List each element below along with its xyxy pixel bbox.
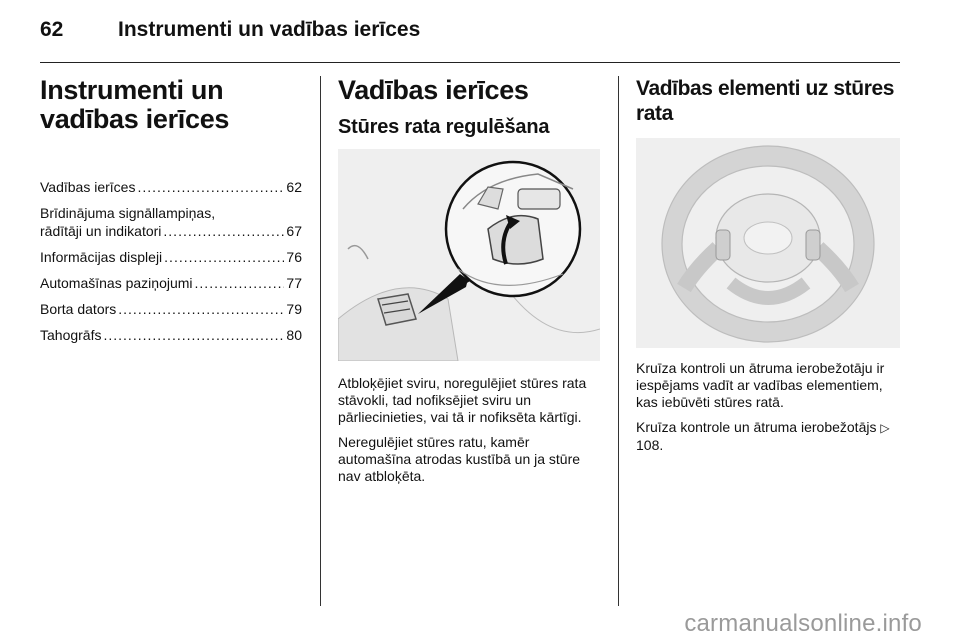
steering-wheel-illustration (636, 138, 900, 348)
toc-leader-dots (137, 178, 284, 196)
chapter-title-line1: Instrumenti un (40, 75, 224, 105)
toc-leader-dots (195, 274, 285, 292)
toc-leader-dots (164, 248, 284, 266)
page-number: 62 (40, 18, 64, 41)
right-column (636, 76, 900, 462)
toc-entry-label: rādītāji un indikatori (40, 223, 162, 239)
left-column (40, 76, 302, 352)
cruise-control-reference-text: Kruīza kontrole un ātruma ierobežotājs (636, 419, 877, 435)
toc-entry-vehicle-messages[interactable] (40, 274, 302, 292)
toc-entry-warning-lights[interactable] (40, 204, 302, 240)
chapter-title-line2: vadības ierīces (40, 104, 230, 134)
toc-entry-label: Brīdinājuma signāllampiņas, (40, 205, 216, 221)
column-divider-left (320, 76, 321, 606)
toc-entry-label: Vadības ierīces (40, 179, 136, 195)
toc-entry-trip-computer[interactable] (40, 300, 302, 318)
page-reference-arrow-icon: ▷ (880, 421, 890, 435)
toc-entry-label: Automašīnas paziņojumi (40, 275, 193, 291)
toc-entry-page: 79 (286, 301, 302, 317)
steering-instruction-paragraph: Atbloķējiet sviru, noregulējiet stūres rata stāvokli, tad nofiksējiet sviru un pārliecinieties, vai tā ir nofiksēta kārtīgi. (338, 375, 587, 425)
toc-entry-label: Tahogrāfs (40, 327, 102, 343)
table-of-contents (40, 178, 302, 344)
steering-adjustment-illustration (338, 149, 600, 361)
toc-leader-dots (118, 300, 284, 318)
toc-leader-dots (103, 326, 284, 344)
toc-entry-controls[interactable] (40, 178, 302, 196)
toc-entry-page: 80 (286, 327, 302, 343)
toc-entry-page: 77 (286, 275, 302, 291)
cruise-control-reference (636, 419, 900, 454)
toc-leader-dots (163, 222, 284, 240)
watermark: carmanualsonline.info (684, 610, 922, 637)
section-title-wheel-controls: Vadības elementi uz stūres rata (636, 77, 895, 125)
section-title: Vadības ierīces (338, 75, 529, 105)
toc-entry-page: 62 (286, 179, 302, 195)
toc-entry-label: Borta dators (40, 301, 117, 317)
cruise-control-reference-page[interactable]: 108. (636, 437, 664, 453)
chapter-title (40, 76, 302, 134)
wheel-controls-paragraph: Kruīza kontroli un ātruma ierobežotāju ir iespējams vadīt ar vadības elementiem, kas iebūvēti stūres ratā. (636, 360, 885, 410)
toc-entry-info-displays[interactable] (40, 248, 302, 266)
header-divider (40, 62, 900, 63)
steering-warning-paragraph: Neregulējiet stūres ratu, kamēr automašīna atrodas kustībā un ja stūre nav atbloķēta. (338, 434, 581, 484)
toc-entry-tachograph[interactable] (40, 326, 302, 344)
toc-entry-page: 67 (286, 223, 302, 239)
subsection-title: Stūres rata regulēšana (338, 116, 550, 138)
column-divider-right (618, 76, 619, 606)
middle-column (338, 76, 600, 493)
toc-entry-page: 76 (286, 249, 302, 265)
page-header (40, 12, 900, 52)
running-title: Instrumenti un vadības ierīces (118, 18, 421, 41)
toc-entry-label: Informācijas displeji (40, 249, 163, 265)
